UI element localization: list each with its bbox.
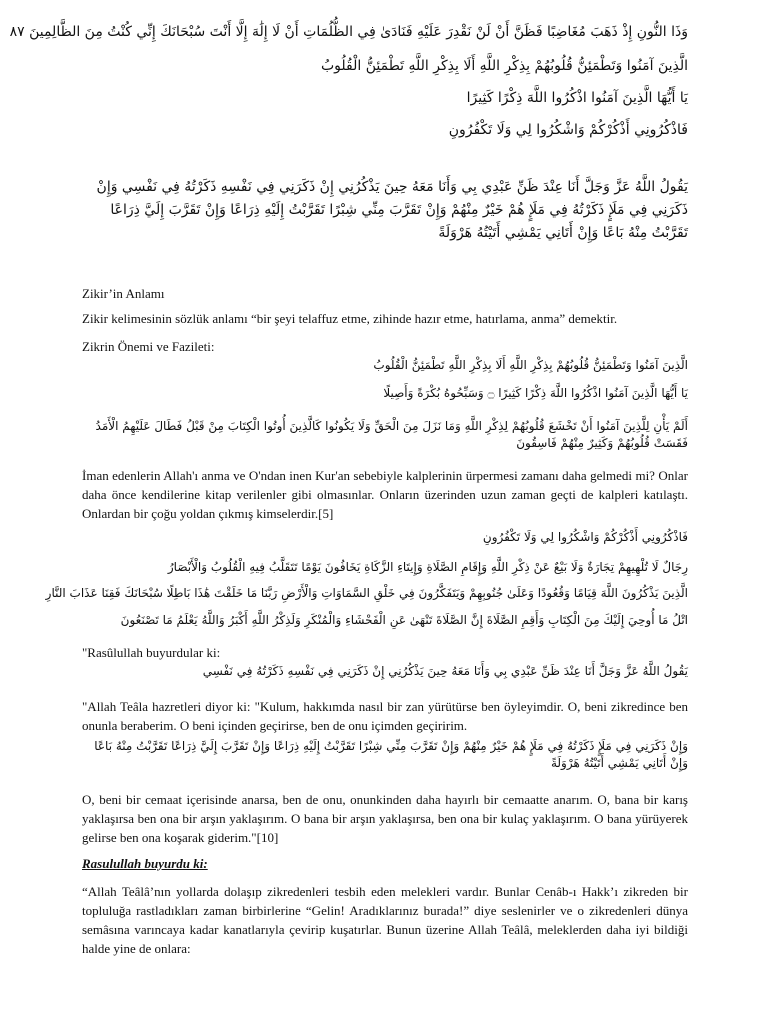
quran-verse-ahzab-41: يَا أَيُّهَا الَّذِينَ آمَنُوا اذْكُرُوا اللَّهَ ذِكْرًا كَثِيرًا xyxy=(466,90,688,106)
quran-verse-anbiya-87: وَذَا النُّونِ إِذْ ذَهَبَ مُغَاضِبًا فَظَنَّ أَنْ لَنْ نَقْدِرَ عَلَيْهِ فَنَادَىٰ فِي الظُّلُمَاتِ أَنْ لَا إِلَٰهَ إِلَّا أَنْتَ سُبْحَانَكَ إِنِّي كُنْتُ مِنَ الظَّالِمِينَ ٨٧ xyxy=(9,24,688,40)
allah-paragraph: "Allah Teâla hazretleri diyor ki: "Kulum, hakkımda nasıl bir zan yürütürse ben öyleyimdir. O, beni zikredince ben onunla beraberim. O beni içinden geçirirse, ben de onu içimden geçiririm. xyxy=(82,699,688,733)
rasul-heading: Rasulullah buyurdu ki: xyxy=(82,856,208,871)
rasul-label: "Rasûlullah buyurdular ki: xyxy=(82,645,221,660)
arabic-verse-ankebut: اتْلُ مَا أُوحِيَ إِلَيْكَ مِنَ الْكِتَابِ وَأَقِمِ الصَّلَاةَ إِنَّ الصَّلَاةَ تَنْهَىٰ عَنِ الْفَحْشَاءِ وَالْمُنْكَرِ وَلَذِكْرُ اللَّهِ أَكْبَرُ وَاللَّهُ يَعْلَمُ مَا تَصْنَعُونَ xyxy=(120,613,688,627)
importance-title: Zikrin Önemi ve Fazileti: xyxy=(82,339,215,354)
arabic-verse-ahzab: يَا أَيُّهَا الَّذِينَ آمَنُوا اذْكُرُوا اللَّهَ ذِكْرًا كَثِيرًا ۝ وَسَبِّحُوهُ بُكْرَةً وَأَصِيلًا xyxy=(383,386,688,400)
definition-text: Zikir kelimesinin sözlük anlamı “bir şeyi telaffuz etme, zihinde hazır etme, hatırlama, anma” demektir. xyxy=(82,311,618,326)
arabic-verse-rad: الَّذِينَ آمَنُوا وَتَطْمَئِنُّ قُلُوبُهُمْ بِذِكْرِ اللَّهِ أَلَا بِذِكْرِ اللَّهِ تَطْمَئِنُّ الْقُلُوبُ xyxy=(373,358,688,372)
arabic-verse-bakara: فَاذْكُرُونِي أَذْكُرْكُمْ وَاشْكُرُوا لِي وَلَا تَكْفُرُونِ xyxy=(482,530,688,544)
arabic-hadith-long: وَإِنْ ذَكَرَنِي فِي مَلَإٍ ذَكَرْتُهُ فِي مَلَإٍ هُمْ خَيْرٌ مِنْهُمْ وَإِنْ تَقَرَّبَ مِنِّي شِبْرًا تَقَرَّبْتُ إِلَيْهِ ذِرَاعًا وَإِنْ تَقَرَّبَ إِلَيَّ ذِرَاعًا تَقَرَّبْتُ مِنْهُ بَاعًا وَإِنْ أَتَانِي يَمْشِي أَتَيْتُهُ هَرْوَلَةً xyxy=(94,739,688,770)
arabic-verse-aliimran: الَّذِينَ يَذْكُرُونَ اللَّهَ قِيَامًا وَقُعُودًا وَعَلَىٰ جُنُوبِهِمْ وَيَتَفَكَّرُونَ فِي خَلْقِ السَّمَاوَاتِ وَالْأَرْضِ رَبَّنَا مَا خَلَقْتَ هَٰذَا بَاطِلًا سُبْحَانَكَ فَقِنَا عَذَابَ النَّارِ xyxy=(45,586,688,600)
section-title: Zikir’in Anlamı xyxy=(82,286,165,301)
quran-verse-rad-28: الَّذِينَ آمَنُوا وَتَطْمَئِنُّ قُلُوبُهُمْ بِذِكْرِ اللَّهِ أَلَا بِذِكْرِ اللَّهِ تَطْمَئِنُّ الْقُلُوبُ xyxy=(320,58,688,74)
iman-paragraph: İman edenlerin Allah'ı anma ve O'ndan inen Kur'an sebebiyle kalplerinin ürpermesi zamanı daha gelmedi mi? Onlar daha önce kendilerine kitap verilenler gibi olmasınlar. Onların üzerinden uzun zaman geçti de kalpleri katılaştı. Onlardan bir çoğu yoldan çıkmış kimselerdir.[5] xyxy=(82,468,688,521)
quran-verse-bakara-152: فَاذْكُرُونِي أَذْكُرْكُمْ وَاشْكُرُوا لِي وَلَا تَكْفُرُونِ xyxy=(448,122,688,138)
cemaat-paragraph: O, beni bir cemaat içerisinde anarsa, ben de onu, onunkinden daha hayırlı bir cemaatte anarım. O, bana bir karış yaklaşırsa ben ona bir arşın yaklaşırım. O bana bir arşın yaklaşırsa, ben ona bir kulaç yaklaşırım. O bana yürüyerek gelirse ben ona koşarak giderim."[10] xyxy=(82,792,688,845)
melek-paragraph: “Allah Teâlâ’nın yollarda dolaşıp zikredenleri tesbih eden melekleri vardır. Bunlar Cenâb-ı Hakk’ı zikreden bir topluluğa rastladıkları zaman birbirlerine “Gelin! Aradıklarınız burada!” diye seslenirler ve o zikredenleri dünya semâsına varıncaya kadar kanatlarıyla çevirip kuşatırlar. Bunun üzerine Allah Teâlâ, meleklerden daha iyi bildiği halde yine de onlara: xyxy=(82,884,688,956)
arabic-verse-nur: رِجَالٌ لَا تُلْهِيهِمْ تِجَارَةٌ وَلَا بَيْعٌ عَنْ ذِكْرِ اللَّهِ وَإِقَامِ الصَّلَاةِ وَإِيتَاءِ الزَّكَاةِ يَخَافُونَ يَوْمًا تَتَقَلَّبُ فِيهِ الْقُلُوبُ وَالْأَبْصَارُ xyxy=(167,560,688,574)
arabic-hadith-short: يَقُولُ اللَّهُ عَزَّ وَجَلَّ أَنَا عِنْدَ ظَنِّ عَبْدِي بِي وَأَنَا مَعَهُ حِينَ يَذْكُرُنِي إِنْ ذَكَرَنِي فِي نَفْسِهِ ذَكَرْتُهُ فِي نَفْسِي xyxy=(202,664,688,678)
hadith-qudsi-full: يَقُولُ اللَّهُ عَزَّ وَجَلَّ أَنَا عِنْدَ ظَنِّ عَبْدِي بِي وَأَنَا مَعَهُ حِينَ يَذْكُرُنِي إِنْ ذَكَرَنِي فِي نَفْسِهِ ذَكَرْتُهُ فِي نَفْسِي وَإِنْ ذَكَرَنِي فِي مَلَإٍ ذَكَرْتُهُ فِي مَلَإٍ هُمْ خَيْرٌ مِنْهُمْ وَإِنْ تَقَرَّبَ مِنِّي شِبْرًا تَقَرَّبْتُ إِلَيْهِ ذِرَاعًا وَإِنْ تَقَرَّبَ إِلَيَّ ذِرَاعًا تَقَرَّبْتُ مِنْهُ بَاعًا وَإِنْ أَتَانِي يَمْشِي أَتَيْتُهُ هَرْوَلَةً xyxy=(96,179,688,241)
arabic-verse-hadid: أَلَمْ يَأْنِ لِلَّذِينَ آمَنُوا أَنْ تَخْشَعَ قُلُوبُهُمْ لِذِكْرِ اللَّهِ وَمَا نَزَلَ مِنَ الْحَقِّ وَلَا يَكُونُوا كَالَّذِينَ أُوتُوا الْكِتَابَ مِنْ قَبْلُ فَطَالَ عَلَيْهِمُ الْأَمَدُ فَقَسَتْ قُلُوبُهُمْ وَكَثِيرٌ مِنْهُمْ فَاسِقُونَ xyxy=(95,419,688,450)
